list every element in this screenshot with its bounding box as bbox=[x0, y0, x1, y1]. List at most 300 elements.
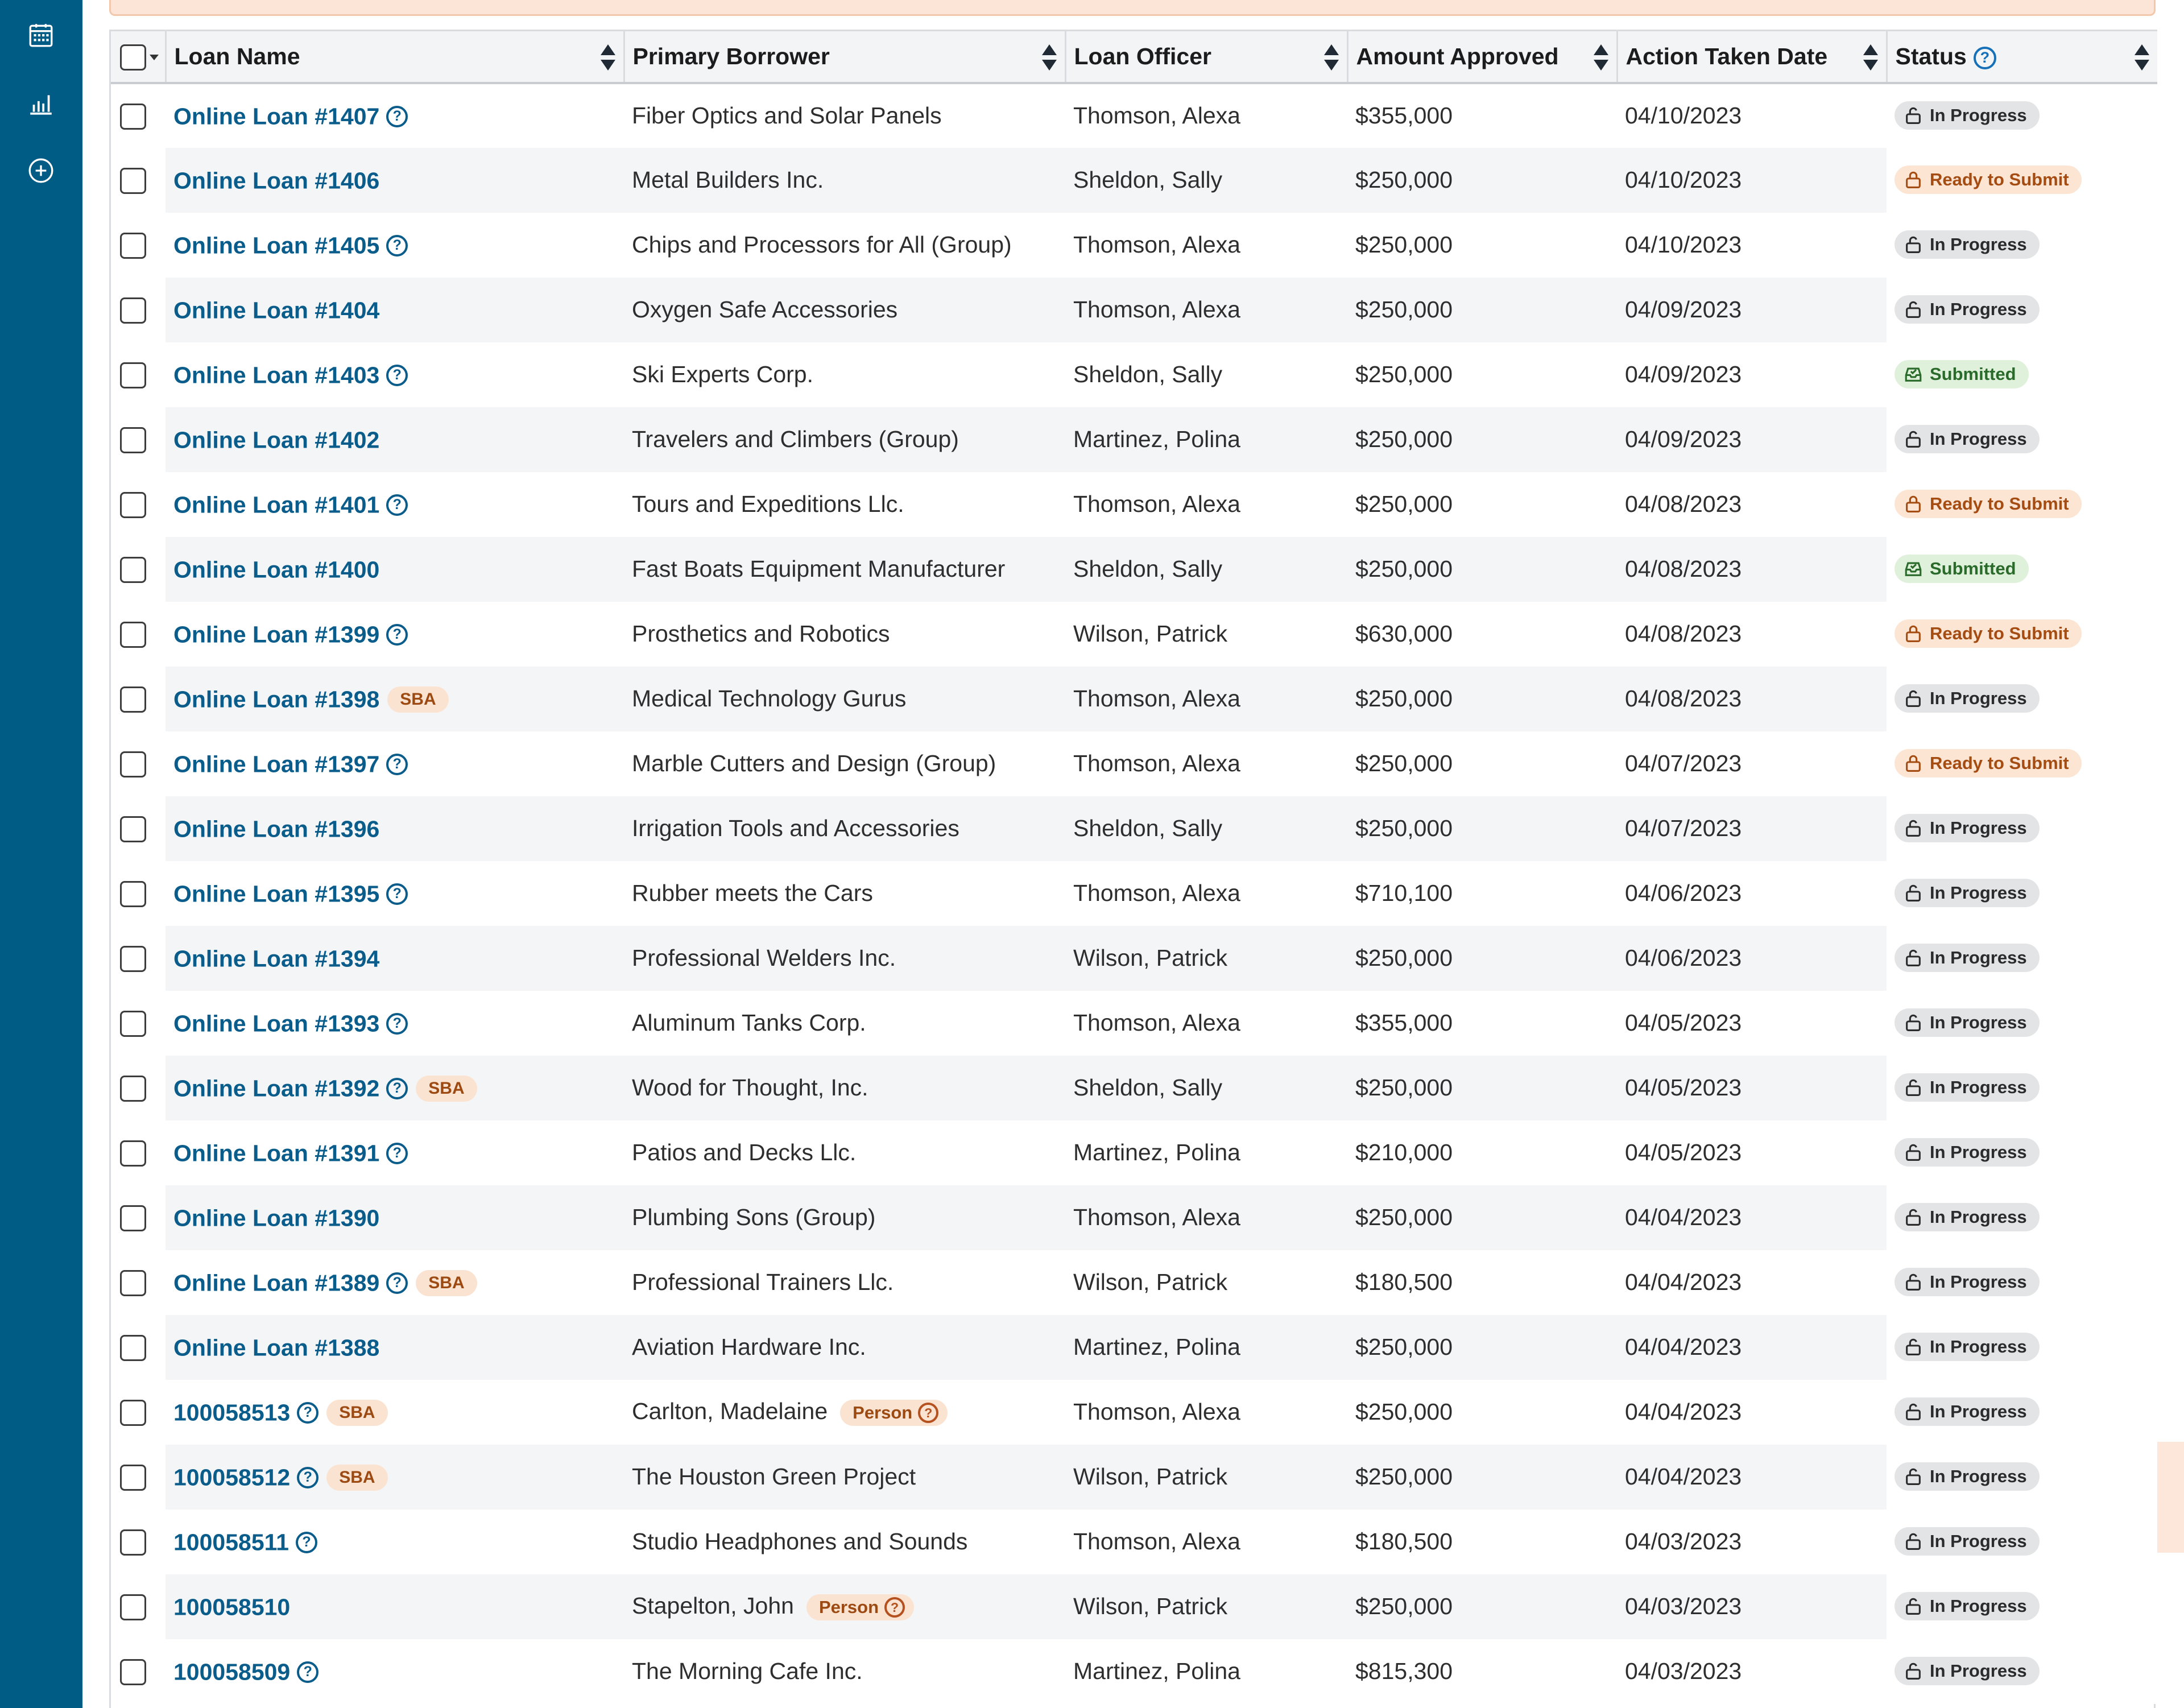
amount-approved-cell: $250,000 bbox=[1347, 796, 1617, 861]
row-checkbox[interactable] bbox=[120, 1270, 146, 1296]
help-icon[interactable]: ? bbox=[884, 1597, 905, 1618]
row-select-cell bbox=[111, 991, 166, 1056]
loan-name-cell bbox=[166, 861, 624, 926]
table-row[interactable] bbox=[111, 213, 2157, 278]
row-select-cell bbox=[111, 1380, 166, 1445]
loan-name-link[interactable]: 100058510 bbox=[173, 1594, 291, 1620]
action-taken-date-cell: 04/05/2023 bbox=[1625, 1139, 1742, 1165]
help-icon[interactable]: ? bbox=[386, 1272, 408, 1294]
action-taken-date-cell: 04/08/2023 bbox=[1617, 537, 1887, 602]
row-checkbox[interactable] bbox=[120, 297, 146, 324]
action-taken-date-cell: 04/10/2023 bbox=[1625, 231, 1742, 258]
amount-approved-cell: $250,000 bbox=[1347, 1574, 1617, 1639]
lock-open-icon bbox=[1904, 948, 1930, 967]
borrower-name: Irrigation Tools and Accessories bbox=[632, 815, 959, 841]
column-header-loan-officer[interactable]: Loan Officer bbox=[1065, 31, 1347, 83]
status-badge bbox=[1895, 555, 2029, 583]
status-label: In Progress bbox=[1930, 1336, 2027, 1357]
row-checkbox[interactable] bbox=[120, 1011, 146, 1037]
row-checkbox[interactable] bbox=[120, 751, 146, 778]
table-row[interactable] bbox=[111, 148, 2157, 213]
status-label: Ready to Submit bbox=[1930, 169, 2069, 189]
action-taken-date-cell: 04/05/2023 bbox=[1625, 1010, 1742, 1036]
loan-name-link[interactable]: Online Loan #1403 bbox=[173, 362, 380, 388]
loan-name-cell bbox=[166, 991, 624, 1056]
sort-icon[interactable] bbox=[1042, 44, 1057, 71]
status-badge bbox=[1895, 1073, 2040, 1102]
loan-name-link[interactable]: Online Loan #1393 bbox=[173, 1010, 380, 1037]
lock-open-icon bbox=[1904, 1337, 1930, 1357]
action-taken-date-cell: 04/10/2023 bbox=[1617, 148, 1887, 213]
lock-icon bbox=[1904, 494, 1930, 514]
table-row[interactable] bbox=[111, 861, 2157, 926]
bar-chart-icon[interactable] bbox=[23, 85, 59, 122]
status-label: Ready to Submit bbox=[1930, 752, 2069, 773]
row-checkbox[interactable] bbox=[120, 104, 146, 130]
sba-badge: SBA bbox=[416, 1076, 477, 1102]
calendar-icon[interactable] bbox=[23, 17, 59, 53]
loan-name-link[interactable]: 100058511 bbox=[173, 1529, 289, 1556]
loan-officer-cell: Wilson, Patrick bbox=[1073, 621, 1228, 647]
table-row[interactable] bbox=[111, 278, 2157, 342]
table-row[interactable] bbox=[111, 83, 2157, 148]
action-taken-date-cell: 04/08/2023 bbox=[1617, 667, 1887, 731]
table-header bbox=[111, 31, 2157, 83]
amount-approved-cell: $355,000 bbox=[1355, 102, 1453, 129]
scrollbar[interactable] bbox=[2156, 1442, 2184, 1553]
loan-name-link[interactable]: Online Loan #1400 bbox=[173, 556, 380, 583]
action-taken-date-cell: 04/09/2023 bbox=[1617, 407, 1887, 472]
table-row[interactable] bbox=[111, 1315, 2157, 1380]
row-checkbox[interactable] bbox=[120, 427, 146, 453]
status-cell bbox=[1887, 1250, 2157, 1315]
help-icon[interactable]: ? bbox=[386, 235, 408, 257]
row-select-cell bbox=[111, 731, 166, 796]
status-label: In Progress bbox=[1930, 299, 2027, 319]
amount-approved-cell: $250,000 bbox=[1355, 491, 1453, 517]
row-select-cell bbox=[111, 407, 166, 472]
row-checkbox[interactable] bbox=[120, 881, 146, 907]
table-row[interactable] bbox=[111, 667, 2157, 731]
loan-officer-cell: Thomson, Alexa bbox=[1073, 1010, 1240, 1036]
loan-officer-cell: Martinez, Polina bbox=[1065, 407, 1347, 472]
primary-borrower-cell bbox=[624, 537, 1065, 602]
status-label: Submitted bbox=[1930, 363, 2016, 384]
status-cell bbox=[1887, 1056, 2157, 1120]
loan-name-cell bbox=[166, 148, 624, 213]
help-icon[interactable]: ? bbox=[386, 365, 408, 386]
loan-name-link[interactable]: Online Loan #1398 bbox=[173, 686, 380, 713]
lock-open-icon bbox=[1904, 689, 1930, 708]
status-cell bbox=[1887, 1510, 2157, 1574]
action-taken-date-cell: 04/04/2023 bbox=[1617, 1185, 1887, 1250]
primary-borrower-cell bbox=[624, 342, 1065, 407]
row-select-cell bbox=[111, 1185, 166, 1250]
help-icon[interactable]: ? bbox=[386, 1078, 408, 1099]
table-row[interactable] bbox=[111, 1380, 2157, 1445]
action-taken-date-cell: 04/04/2023 bbox=[1617, 1445, 1887, 1510]
status-cell bbox=[1887, 1574, 2157, 1639]
loan-name-link[interactable]: Online Loan #1399 bbox=[173, 621, 380, 648]
amount-approved-cell: $710,100 bbox=[1355, 880, 1453, 906]
sort-icon[interactable] bbox=[1863, 44, 1878, 71]
primary-borrower-cell bbox=[624, 667, 1065, 731]
select-all-checkbox[interactable] bbox=[120, 44, 146, 71]
status-badge bbox=[1895, 1333, 2040, 1361]
table-row[interactable] bbox=[111, 1250, 2157, 1315]
table-row[interactable] bbox=[111, 731, 2157, 796]
row-checkbox[interactable] bbox=[120, 1465, 146, 1491]
help-icon[interactable]: ? bbox=[918, 1403, 938, 1423]
row-select-cell bbox=[111, 1315, 166, 1380]
loan-name-cell bbox=[166, 1315, 624, 1380]
status-label: In Progress bbox=[1930, 1531, 2027, 1551]
primary-borrower-cell bbox=[624, 1056, 1065, 1120]
loan-officer-cell: Thomson, Alexa bbox=[1073, 102, 1240, 129]
amount-approved-cell: $250,000 bbox=[1347, 926, 1617, 991]
help-icon[interactable]: ? bbox=[386, 106, 408, 127]
loan-name-cell bbox=[166, 1250, 624, 1315]
lock-open-icon bbox=[1904, 1207, 1930, 1227]
sort-icon[interactable] bbox=[2135, 44, 2149, 71]
sort-icon[interactable] bbox=[1324, 44, 1339, 71]
amount-approved-cell: $250,000 bbox=[1355, 231, 1453, 258]
row-checkbox[interactable] bbox=[120, 168, 146, 194]
status-label: In Progress bbox=[1930, 1466, 2027, 1486]
table-row[interactable] bbox=[111, 1510, 2157, 1574]
borrower-name: Patios and Decks Llc. bbox=[632, 1139, 857, 1165]
loan-officer-cell: Sheldon, Sally bbox=[1073, 361, 1223, 387]
row-select-cell bbox=[111, 602, 166, 667]
column-header-amount-approved[interactable]: Amount Approved bbox=[1347, 31, 1617, 83]
status-label: In Progress bbox=[1930, 1012, 2027, 1032]
row-select-cell bbox=[111, 1056, 166, 1120]
table-row[interactable] bbox=[111, 926, 2157, 991]
lock-open-icon bbox=[1904, 235, 1930, 254]
loan-name-link[interactable]: Online Loan #1407 bbox=[173, 103, 380, 130]
loan-name-cell bbox=[166, 602, 624, 667]
column-header-primary-borrower[interactable]: Primary Borrower bbox=[624, 31, 1065, 83]
table-row[interactable] bbox=[111, 1056, 2157, 1120]
status-cell bbox=[1887, 342, 2157, 407]
table-row[interactable] bbox=[111, 342, 2157, 407]
status-badge bbox=[1895, 101, 2040, 130]
lock-icon bbox=[1904, 170, 1930, 189]
status-badge bbox=[1895, 166, 2082, 194]
help-icon[interactable]: ? bbox=[386, 494, 408, 516]
status-badge bbox=[1895, 619, 2082, 648]
loans-table bbox=[109, 30, 2156, 1708]
loan-officer-cell: Wilson, Patrick bbox=[1073, 1269, 1228, 1295]
loan-name-cell bbox=[166, 537, 624, 602]
status-badge bbox=[1895, 1592, 2040, 1620]
status-label: In Progress bbox=[1930, 1401, 2027, 1421]
loan-officer-cell: Sheldon, Sally bbox=[1065, 148, 1347, 213]
loan-officer-cell: Sheldon, Sally bbox=[1065, 796, 1347, 861]
borrower-name: Aviation Hardware Inc. bbox=[632, 1334, 866, 1360]
row-checkbox[interactable] bbox=[120, 1659, 146, 1685]
borrower-name: Medical Technology Gurus bbox=[632, 685, 907, 712]
table-row[interactable] bbox=[111, 1639, 2157, 1704]
borrower-name: Professional Trainers Llc. bbox=[632, 1269, 894, 1295]
primary-borrower-cell bbox=[624, 83, 1065, 148]
row-select-cell bbox=[111, 1120, 166, 1185]
row-checkbox[interactable] bbox=[120, 1140, 146, 1167]
status-badge bbox=[1895, 1462, 2040, 1491]
table-row[interactable] bbox=[111, 1574, 2157, 1639]
row-checkbox[interactable] bbox=[120, 1529, 146, 1556]
amount-approved-cell: $250,000 bbox=[1347, 1185, 1617, 1250]
primary-borrower-cell bbox=[624, 407, 1065, 472]
amount-approved-cell: $180,500 bbox=[1355, 1528, 1453, 1554]
status-cell bbox=[1887, 991, 2157, 1056]
primary-borrower-cell bbox=[624, 472, 1065, 537]
primary-borrower-cell bbox=[624, 991, 1065, 1056]
loan-name-link[interactable]: Online Loan #1391 bbox=[173, 1140, 380, 1167]
row-select-cell bbox=[111, 1574, 166, 1639]
primary-borrower-cell bbox=[624, 1250, 1065, 1315]
row-select-cell bbox=[111, 537, 166, 602]
borrower-name: Ski Experts Corp. bbox=[632, 361, 813, 387]
loan-name-link[interactable]: Online Loan #1406 bbox=[173, 167, 380, 194]
borrower-name: Metal Builders Inc. bbox=[632, 167, 824, 193]
row-checkbox[interactable] bbox=[120, 816, 146, 842]
loan-name-link[interactable]: 100058513 bbox=[173, 1399, 291, 1426]
table-row[interactable] bbox=[111, 537, 2157, 602]
row-select-cell bbox=[111, 83, 166, 148]
status-label: In Progress bbox=[1930, 1142, 2027, 1162]
sba-badge: SBA bbox=[326, 1400, 387, 1426]
lock-open-icon bbox=[1904, 1143, 1930, 1162]
lock-open-icon bbox=[1904, 300, 1930, 319]
status-cell bbox=[1887, 731, 2157, 796]
loan-officer-cell: Thomson, Alexa bbox=[1073, 1399, 1240, 1425]
status-badge bbox=[1895, 1397, 2040, 1426]
borrower-name: Wood for Thought, Inc. bbox=[632, 1074, 868, 1101]
help-icon[interactable]: ? bbox=[386, 1143, 408, 1164]
table-row[interactable] bbox=[111, 991, 2157, 1056]
help-icon[interactable]: ? bbox=[297, 1467, 318, 1488]
row-select-cell bbox=[111, 1510, 166, 1574]
loan-name-cell bbox=[166, 667, 624, 731]
help-icon[interactable]: ? bbox=[386, 624, 408, 646]
borrower-name: Plumbing Sons (Group) bbox=[632, 1204, 876, 1230]
status-cell bbox=[1887, 796, 2157, 861]
status-badge bbox=[1895, 360, 2029, 388]
status-label: In Progress bbox=[1930, 105, 2027, 125]
person-badge bbox=[806, 1594, 914, 1620]
loan-name-link[interactable]: Online Loan #1397 bbox=[173, 751, 380, 778]
borrower-name: Aluminum Tanks Corp. bbox=[632, 1010, 866, 1036]
borrower-name: Fiber Optics and Solar Panels bbox=[632, 102, 942, 129]
loan-name-link[interactable]: Online Loan #1390 bbox=[173, 1205, 380, 1231]
primary-borrower-cell bbox=[624, 1380, 1065, 1445]
action-taken-date-cell: 04/04/2023 bbox=[1617, 1315, 1887, 1380]
loan-name-cell bbox=[166, 1510, 624, 1574]
amount-approved-cell: $250,000 bbox=[1347, 407, 1617, 472]
row-checkbox[interactable] bbox=[120, 1335, 146, 1361]
borrower-name: Rubber meets the Cars bbox=[632, 880, 873, 906]
help-icon[interactable]: ? bbox=[386, 754, 408, 775]
column-header-loan-name[interactable]: Loan Name bbox=[166, 31, 624, 83]
action-taken-date-cell: 04/07/2023 bbox=[1625, 750, 1742, 776]
row-checkbox[interactable] bbox=[120, 1400, 146, 1426]
status-badge bbox=[1895, 749, 2082, 778]
amount-approved-cell: $250,000 bbox=[1355, 750, 1453, 776]
row-select-cell bbox=[111, 1445, 166, 1510]
borrower-name: The Morning Cafe Inc. bbox=[632, 1658, 863, 1684]
loan-officer-cell: Thomson, Alexa bbox=[1065, 1185, 1347, 1250]
column-header-status[interactable]: Status ? bbox=[1887, 31, 2157, 83]
select-menu-caret-icon[interactable] bbox=[150, 55, 159, 60]
loan-name-cell bbox=[166, 796, 624, 861]
lock-open-icon bbox=[1904, 1272, 1930, 1292]
row-select-cell bbox=[111, 796, 166, 861]
sort-icon[interactable] bbox=[601, 44, 615, 71]
status-cell bbox=[1887, 1315, 2157, 1380]
amount-approved-cell: $250,000 bbox=[1347, 1445, 1617, 1510]
action-taken-date-cell: 04/06/2023 bbox=[1625, 880, 1742, 906]
lock-open-icon bbox=[1904, 818, 1930, 838]
action-taken-date-cell: 04/06/2023 bbox=[1617, 926, 1887, 991]
primary-borrower-cell bbox=[624, 926, 1065, 991]
amount-approved-cell: $250,000 bbox=[1347, 667, 1617, 731]
status-label: In Progress bbox=[1930, 1206, 2027, 1227]
loan-name-cell bbox=[166, 1380, 624, 1445]
action-taken-date-cell: 04/03/2023 bbox=[1625, 1528, 1742, 1554]
action-taken-date-cell: 04/03/2023 bbox=[1625, 1658, 1742, 1684]
loan-name-link[interactable]: 100058509 bbox=[173, 1659, 291, 1685]
loan-name-link[interactable]: Online Loan #1402 bbox=[173, 427, 380, 453]
primary-borrower-cell bbox=[624, 1185, 1065, 1250]
row-checkbox[interactable] bbox=[120, 686, 146, 713]
loan-officer-cell: Sheldon, Sally bbox=[1065, 537, 1347, 602]
loan-name-cell bbox=[166, 1445, 624, 1510]
status-cell bbox=[1887, 1380, 2157, 1445]
status-cell bbox=[1887, 1445, 2157, 1510]
loan-name-link[interactable]: 100058512 bbox=[173, 1464, 291, 1491]
loan-officer-cell: Martinez, Polina bbox=[1073, 1658, 1240, 1684]
loan-name-link[interactable]: Online Loan #1389 bbox=[173, 1269, 380, 1296]
loan-officer-cell: Thomson, Alexa bbox=[1073, 231, 1240, 258]
row-checkbox[interactable] bbox=[120, 1076, 146, 1102]
row-select-cell bbox=[111, 148, 166, 213]
borrower-name: The Houston Green Project bbox=[632, 1463, 916, 1490]
row-select-cell bbox=[111, 667, 166, 731]
row-checkbox[interactable] bbox=[120, 492, 146, 518]
status-cell bbox=[1887, 83, 2157, 148]
loan-name-link[interactable]: Online Loan #1394 bbox=[173, 945, 380, 972]
row-select-cell bbox=[111, 278, 166, 342]
status-label: In Progress bbox=[1930, 234, 2027, 254]
loan-name-cell bbox=[166, 1056, 624, 1120]
loan-officer-cell: Wilson, Patrick bbox=[1065, 1574, 1347, 1639]
row-checkbox[interactable] bbox=[120, 946, 146, 972]
status-cell bbox=[1887, 278, 2157, 342]
lock-open-icon bbox=[1904, 429, 1930, 449]
status-label: In Progress bbox=[1930, 428, 2027, 449]
alert-banner bbox=[109, 0, 2156, 16]
status-badge bbox=[1895, 230, 2040, 259]
row-checkbox[interactable] bbox=[120, 362, 146, 388]
table-row[interactable] bbox=[111, 1445, 2157, 1510]
add-circle-icon[interactable] bbox=[23, 152, 59, 189]
status-cell bbox=[1887, 926, 2157, 991]
primary-borrower-cell bbox=[624, 1315, 1065, 1380]
table-row[interactable] bbox=[111, 1120, 2157, 1185]
amount-approved-cell: $210,000 bbox=[1355, 1139, 1453, 1165]
loan-name-link[interactable]: Online Loan #1404 bbox=[173, 297, 380, 324]
help-icon[interactable]: ? bbox=[386, 1013, 408, 1035]
sba-badge: SBA bbox=[387, 686, 448, 713]
action-taken-date-cell: 04/07/2023 bbox=[1617, 796, 1887, 861]
amount-approved-cell: $180,500 bbox=[1355, 1269, 1453, 1295]
loan-name-cell bbox=[166, 926, 624, 991]
row-checkbox[interactable] bbox=[120, 557, 146, 583]
loan-name-cell bbox=[166, 731, 624, 796]
lock-icon bbox=[1904, 624, 1930, 643]
borrower-name: Stapelton, John bbox=[632, 1592, 794, 1619]
primary-borrower-cell bbox=[624, 1639, 1065, 1704]
row-select-cell bbox=[111, 1639, 166, 1704]
action-taken-date-cell: 04/04/2023 bbox=[1625, 1269, 1742, 1295]
loan-name-cell bbox=[166, 83, 624, 148]
help-icon[interactable]: ? bbox=[296, 1532, 317, 1553]
loan-officer-cell: Wilson, Patrick bbox=[1065, 1445, 1347, 1510]
loan-name-link[interactable]: Online Loan #1388 bbox=[173, 1334, 380, 1361]
lock-open-icon bbox=[1904, 883, 1930, 903]
column-header-action-taken-date[interactable]: Action Taken Date bbox=[1617, 31, 1887, 83]
sba-badge: SBA bbox=[416, 1270, 477, 1296]
loan-officer-cell: Thomson, Alexa bbox=[1073, 1528, 1240, 1554]
table-row[interactable] bbox=[111, 472, 2157, 537]
status-label: In Progress bbox=[1930, 1271, 2027, 1292]
loan-name-link[interactable]: Online Loan #1396 bbox=[173, 816, 380, 842]
row-checkbox[interactable] bbox=[120, 622, 146, 648]
action-taken-date-cell: 04/08/2023 bbox=[1625, 491, 1742, 517]
row-checkbox[interactable] bbox=[120, 233, 146, 259]
loan-name-link[interactable]: Online Loan #1392 bbox=[173, 1075, 380, 1102]
status-cell bbox=[1887, 1639, 2157, 1704]
primary-borrower-cell bbox=[624, 1510, 1065, 1574]
loan-name-link[interactable]: Online Loan #1395 bbox=[173, 880, 380, 907]
table-row[interactable] bbox=[111, 1185, 2157, 1250]
help-icon[interactable]: ? bbox=[297, 1402, 318, 1424]
primary-borrower-cell bbox=[624, 1120, 1065, 1185]
help-icon[interactable]: ? bbox=[386, 883, 408, 905]
action-taken-date-cell: 04/08/2023 bbox=[1625, 621, 1742, 647]
status-label: In Progress bbox=[1930, 882, 2027, 903]
help-icon[interactable]: ? bbox=[297, 1661, 318, 1683]
status-badge bbox=[1895, 814, 2040, 842]
table-row[interactable] bbox=[111, 602, 2157, 667]
sort-icon[interactable] bbox=[1594, 44, 1608, 71]
primary-borrower-cell bbox=[624, 861, 1065, 926]
action-taken-date-cell: 04/04/2023 bbox=[1625, 1399, 1742, 1425]
help-icon[interactable]: ? bbox=[1974, 47, 1996, 69]
borrower-name: Professional Welders Inc. bbox=[632, 945, 896, 971]
table-row[interactable] bbox=[111, 407, 2157, 472]
row-checkbox[interactable] bbox=[120, 1594, 146, 1620]
table-row[interactable] bbox=[111, 796, 2157, 861]
amount-approved-cell: $250,000 bbox=[1347, 1056, 1617, 1120]
loan-name-link[interactable]: Online Loan #1405 bbox=[173, 232, 380, 259]
borrower-name: Studio Headphones and Sounds bbox=[632, 1528, 968, 1554]
row-select-cell bbox=[111, 472, 166, 537]
status-badge bbox=[1895, 1527, 2040, 1556]
row-checkbox[interactable] bbox=[120, 1205, 146, 1231]
loan-name-link[interactable]: Online Loan #1401 bbox=[173, 491, 380, 518]
